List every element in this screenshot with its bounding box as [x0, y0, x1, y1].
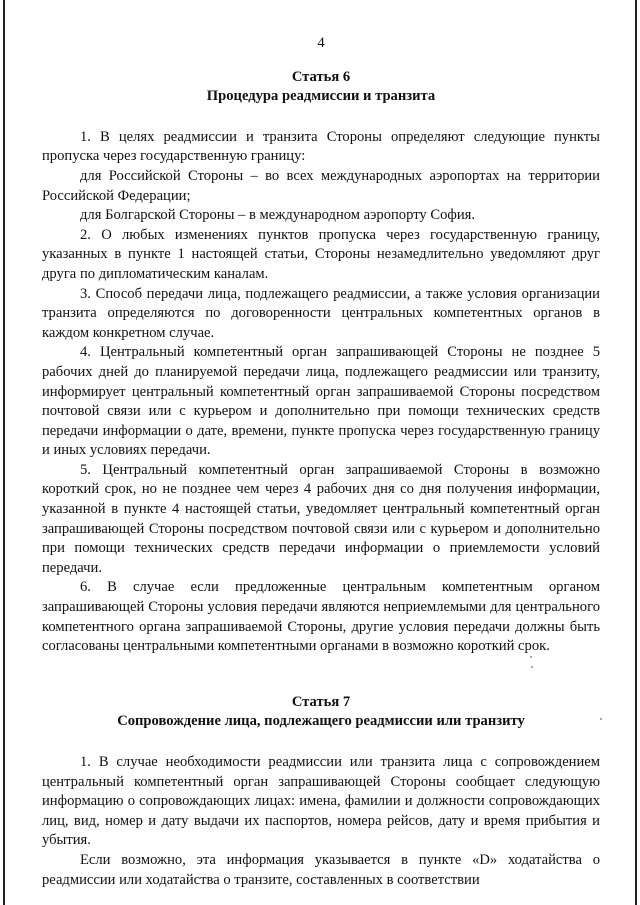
paragraph: для Российской Стороны – во всех международных аэропортах на территории Российской Федерации;	[42, 167, 600, 204]
paragraph: 4. Центральный компетентный орган запрашивающей Стороны не позднее 5 рабочих дней до планируемой передачи лица, подлежащего реадмиссии или транзиту, информирует центральный компетентный орган запрашиваемой Стороны посредством почтовой связи или с курьером и дополнительно при помощи технических средств передачи информации о дате, времени, пункте пропуска через государственную границу и иных условиях передачи.	[42, 344, 600, 459]
scan-left-edge	[3, 0, 5, 905]
article-7-title: Сопровождение лица, подлежащего реадмиссии или транзиту	[117, 713, 525, 730]
page-number: 4	[317, 35, 325, 51]
paragraph: 1. В целях реадмиссии и транзита Стороны определяют следующие пункты пропуска через государственную границу:	[42, 128, 600, 165]
article-6-number: Статья 6	[291, 68, 351, 85]
article-7-number: Статья 7	[291, 693, 351, 710]
paragraph: для Болгарской Стороны – в международном аэропорту София.	[80, 207, 475, 224]
scan-right-edge	[635, 0, 637, 905]
paragraph: 2. О любых изменениях пунктов пропуска через государственную границу, указанных в пункте 1 настоящей статьи, Стороны незамедлительно уведомляют друг друга по дипломатическим каналам.	[42, 226, 600, 282]
scan-speck	[600, 718, 602, 720]
article-6	[42, 68, 600, 657]
article-7	[42, 693, 600, 890]
document-page	[42, 34, 600, 890]
paragraph: 3. Способ передачи лица, подлежащего реадмиссии, а также условия организации транзита определяются по договоренности центральных компетентных органов в каждом конкретном случае.	[42, 285, 600, 341]
paragraph: 5. Центральный компетентный орган запрашиваемой Стороны в возможно короткий срок, но не позднее чем через 4 рабочих дня со дня получения информации, указанной в пункте 4 настоящей статьи, уведомляет центральный компетентный орган запрашивающей Стороны посредством почтовой связи или с курьером и дополнительно при помощи технических средств передачи информации о приемлемости условий передачи.	[42, 461, 600, 576]
paragraph: Если возможно, эта информация указывается в пункте «D» ходатайства о реадмиссии или ходатайства о транзите, составленных в соответствии	[42, 851, 600, 888]
paragraph: 1. В случае необходимости реадмиссии или транзита лица с сопровождением центральный компетентный орган запрашивающей Стороны сообщает следующую информацию о сопровождающих лицах: имена, фамилии и должности сопровождающих лиц, вид, номер и дату выдачи их паспортов, номера рейсов, дату и время прибытия и убытия.	[42, 754, 600, 849]
paragraph: 6. В случае если предложенные центральным компетентным органом запрашивающей Стороны условия передачи являются неприемлемыми для центрального компетентного органа запрашиваемой Стороны, другие условия передачи должны быть согласованы центральными компетентными органами в возможно короткий срок.	[42, 579, 600, 655]
article-6-title: Процедура реадмиссии и транзита	[206, 88, 436, 105]
